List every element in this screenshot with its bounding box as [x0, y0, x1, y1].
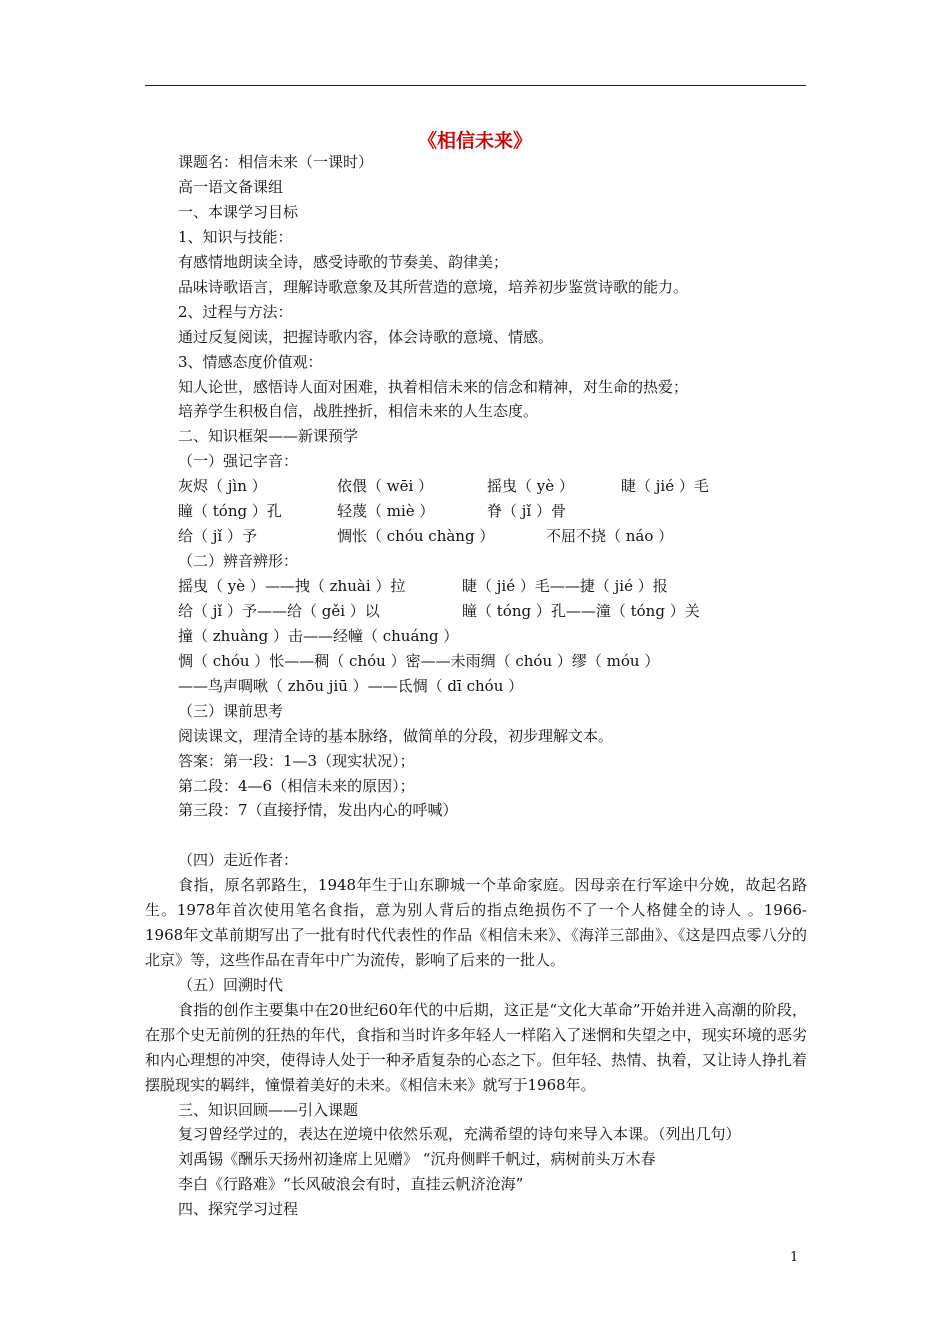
quote-line: 李白《行路难》“长风破浪会有时，直挂云帆济沧海” — [178, 1175, 524, 1193]
text-line: 阅读课文，理清全诗的基本脉络，做简单的分段，初步理解文本。 — [178, 727, 614, 745]
text-line: 知人论世，感悟诗人面对困难，执着相信未来的信念和精神，对生命的热爱； — [178, 378, 689, 396]
group-line: 高一语文备课组 — [178, 178, 284, 196]
subheading: （五）回溯时代 — [178, 976, 284, 994]
page-title: 《相信未来》 — [417, 130, 532, 152]
quote-line: 刘禹锡《酬乐天扬州初逢席上见赠》 “沉舟侧畔千帆过，病树前头万木春 — [178, 1150, 656, 1168]
text-line: 复习曾经学过的，表达在逆境中依然乐观，充满希望的诗句来导入本课。（列出几句） — [178, 1125, 741, 1143]
subheading: （三）课前思考 — [178, 702, 284, 720]
header-rule — [145, 85, 806, 86]
pinyin-item: 不屈不挠（ náo ） — [546, 527, 674, 545]
text-line: 品味诗歌语言，理解诗歌意象及其所营造的意境，培养初步鉴赏诗歌的能力。 — [178, 278, 689, 296]
pinyin-item: 脊（ jǐ ）骨 — [487, 502, 566, 520]
pinyin-item: 摇曳（ yè ） — [487, 477, 574, 495]
subheading: （二）辨音辨形： — [178, 552, 299, 570]
pinyin-item: 给（ jǐ ）予 — [178, 527, 257, 545]
pinyin-item: 轻蔑（ miè ） — [337, 502, 435, 520]
pinyin-line: 撞（ zhuàng ）击——经幢（ chuáng ） — [178, 627, 459, 645]
page-number: 1 — [790, 1250, 799, 1265]
pinyin-item: 睫（ jié ）毛 — [621, 477, 709, 495]
answer-line: 答案：第一段：1—3（现实状况）； — [178, 752, 415, 770]
section-heading: 三、知识回顾——引入课题 — [178, 1101, 359, 1119]
text-line: 有感情地朗读全诗，感受诗歌的节奏美、韵律美； — [178, 253, 509, 271]
pinyin-item: 给（ jǐ ）予——给（ gěi ）以 — [178, 602, 380, 620]
text-line: 培养学生积极自信，战胜挫折，相信未来的人生态度。 — [178, 402, 539, 420]
subheading: 1、知识与技能： — [178, 228, 293, 246]
pinyin-item: 依偎（ wēi ） — [337, 477, 434, 495]
answer-line: 第三段：7（直接抒情，发出内心的呼喊） — [178, 801, 458, 819]
pinyin-item: 瞳（ tóng ）孔——潼（ tóng ）关 — [462, 602, 700, 620]
course-title-line: 课题名：相信未来（一课时） — [178, 153, 374, 171]
pinyin-line: ——鸟声啁啾（ zhōu jiū ）——氐惆（ dī chóu ） — [178, 677, 524, 695]
pinyin-item: 睫（ jié ）毛——捷（ jié ）报 — [462, 577, 668, 595]
answer-line: 第二段：4—6（相信未来的原因）； — [178, 777, 415, 795]
author-paragraph: 食指，原名郭路生，1948年生于山东聊城一个革命家庭。因母亲在行军途中分娩，故起名路生。1978年首次使用笔名食指，意为别人背后的指点绝损伤不了一个人格健全的诗人 。1966-1968年文革前期写出了一批有时代代表性的作品《相信未来》、《海洋三部曲》、《这是四点零八分的北京》等，这些作品在青年中广为流传，影响了后来的一批人。 — [145, 876, 807, 969]
pinyin-item: 瞳（ tóng ）孔 — [178, 502, 282, 520]
section-heading: 二、知识框架——新课预学 — [178, 427, 359, 445]
era-paragraph: 食指的创作主要集中在20世纪60年代的中后期，这正是“文化大革命”开始并进入高潮的阶段，在那个史无前例的狂热的年代，食指和当时许多年轻人一样陷入了迷惘和失望之中，现实环境的恶劣和内心理想的冲突，使得诗人处于一种矛盾复杂的心态之下。但年轻、热情、执着，又让诗人挣扎着摆脱现实的羁绊，憧憬着美好的未来。《相信未来》就写于1968年。 — [145, 1001, 807, 1094]
pinyin-line: 惆（ chóu ）怅——稠（ chóu ）密——未雨绸（ chóu ）缪（ móu ） — [178, 652, 660, 670]
pinyin-item: 摇曳（ yè ）——拽（ zhuài ）拉 — [178, 577, 406, 595]
pinyin-item: 惆怅（ chóu chàng ） — [337, 527, 495, 545]
section-heading: 一、本课学习目标 — [178, 203, 299, 221]
subheading: 3、情感态度价值观： — [178, 353, 323, 371]
pinyin-item: 灰烬（ jìn ） — [178, 477, 267, 495]
text-line: 通过反复阅读，把握诗歌内容，体会诗歌的意境、情感。 — [178, 328, 554, 346]
subheading: 2、过程与方法： — [178, 303, 293, 321]
section-heading: 四、探究学习过程 — [178, 1200, 299, 1218]
subheading: （四）走近作者： — [178, 851, 299, 869]
subheading: （一）强记字音： — [178, 452, 299, 470]
